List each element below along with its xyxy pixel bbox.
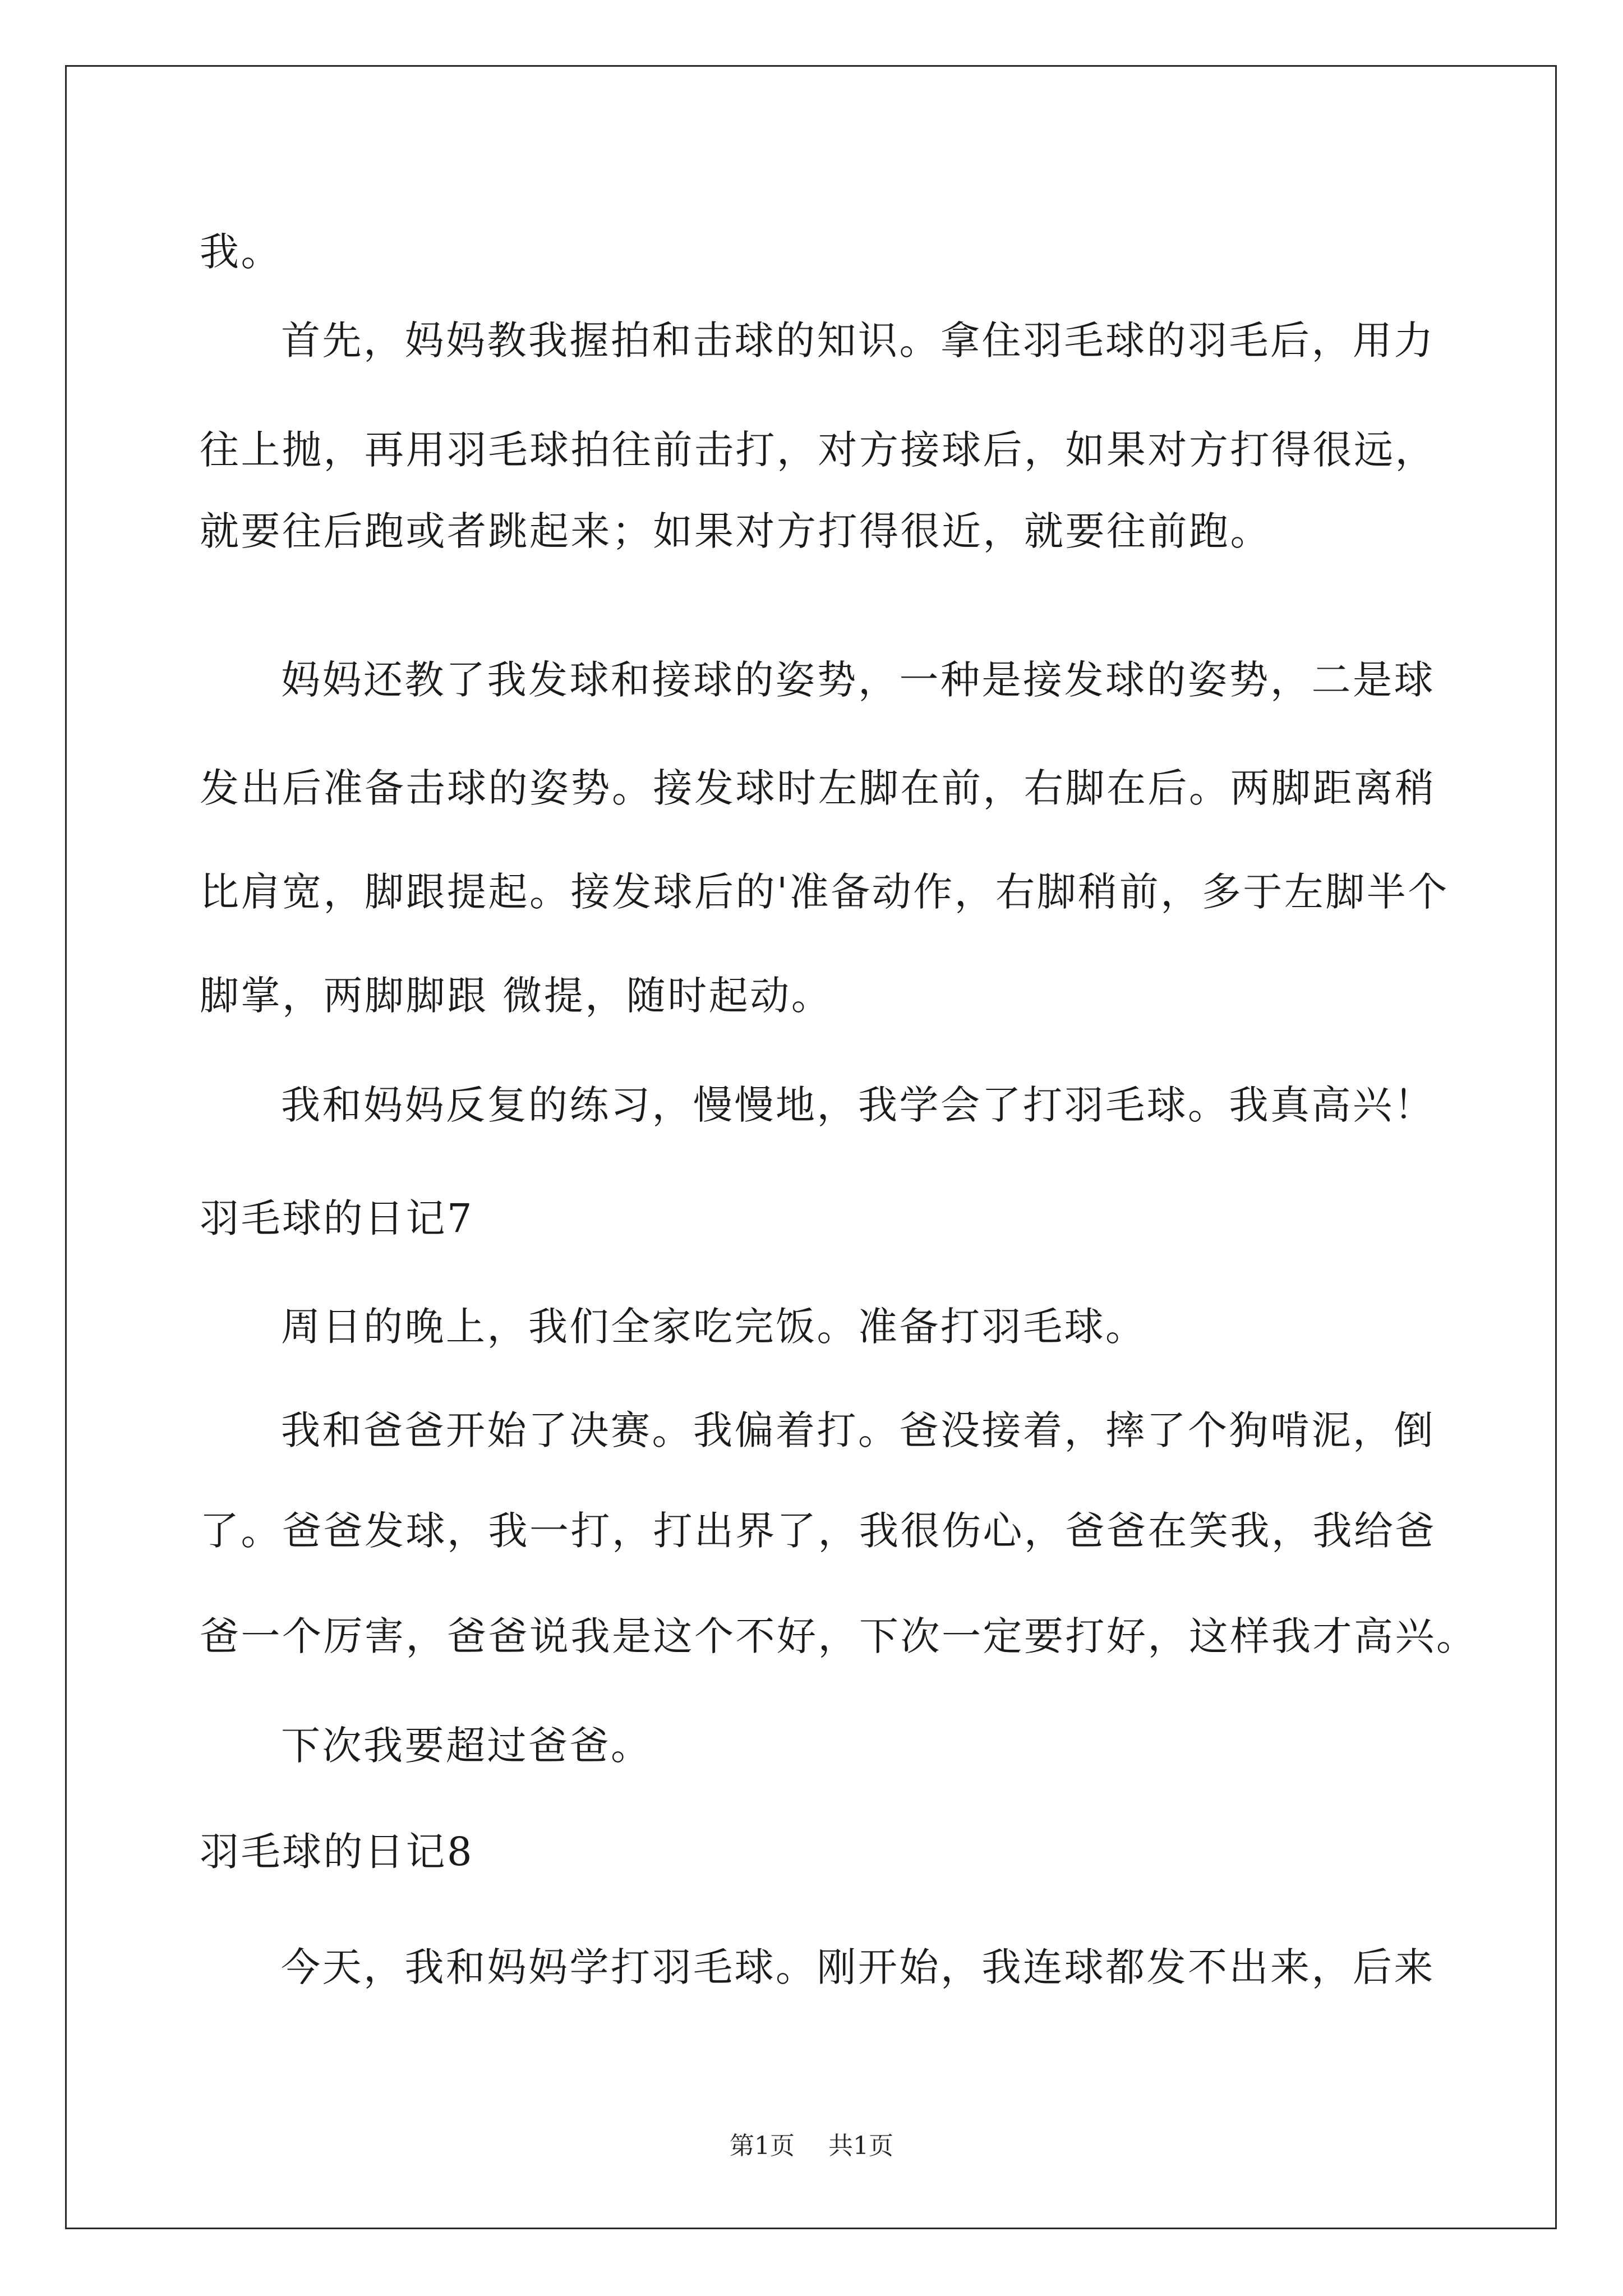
paragraph-first-line: 下次我要超过爸爸。 — [281, 1723, 652, 1769]
paragraph-first-line: 妈妈还教了我发球和接球的姿势，一种是接发球的姿势，二是球 — [281, 657, 1435, 703]
text-line: 就要往后跑或者跳起来；如果对方打得很近，就要往前跑。 — [200, 508, 1271, 554]
page-total: 共1页 — [828, 2132, 893, 2160]
text-line: 爸一个厉害，爸爸说我是这个不好，下次一定要打好，这样我才高兴。 — [200, 1613, 1478, 1659]
section-heading: 羽毛球的日记8 — [200, 1829, 474, 1875]
page-border — [65, 65, 1557, 2229]
section-heading: 羽毛球的日记7 — [200, 1195, 474, 1241]
text-line: 我。 — [200, 229, 282, 275]
paragraph-first-line: 周日的晚上，我们全家吃完饭。准备打羽毛球。 — [281, 1304, 1147, 1350]
paragraph-first-line: 首先，妈妈教我握拍和击球的知识。拿住羽毛球的羽毛后，用力 — [281, 318, 1435, 364]
page-footer — [0, 2129, 1623, 2163]
page-number: 第1页 — [730, 2132, 795, 2160]
paragraph-first-line: 我和爸爸开始了决赛。我偏着打。爸没接着，摔了个狗啃泥，倒 — [281, 1407, 1435, 1453]
text-line: 了。爸爸发球，我一打，打出界了，我很伤心，爸爸在笑我，我给爸 — [200, 1508, 1436, 1554]
text-line: 往上抛，再用羽毛球拍往前击打，对方接球后，如果对方打得很远， — [200, 427, 1436, 473]
text-line: 脚掌，两脚脚跟 微提，随时起动。 — [200, 973, 833, 1019]
text-line: 发出后准备击球的姿势。接发球时左脚在前，右脚在后。两脚距离稍 — [200, 765, 1436, 811]
paragraph-first-line: 今天，我和妈妈学打羽毛球。刚开始，我连球都发不出来，后来 — [281, 1944, 1435, 1990]
paragraph-first-line: 我和妈妈反复的练习，慢慢地，我学会了打羽毛球。我真高兴！ — [281, 1082, 1435, 1128]
text-line: 比肩宽，脚跟提起。接发球后的'准备动作，右脚稍前，多于左脚半个 — [200, 869, 1449, 915]
